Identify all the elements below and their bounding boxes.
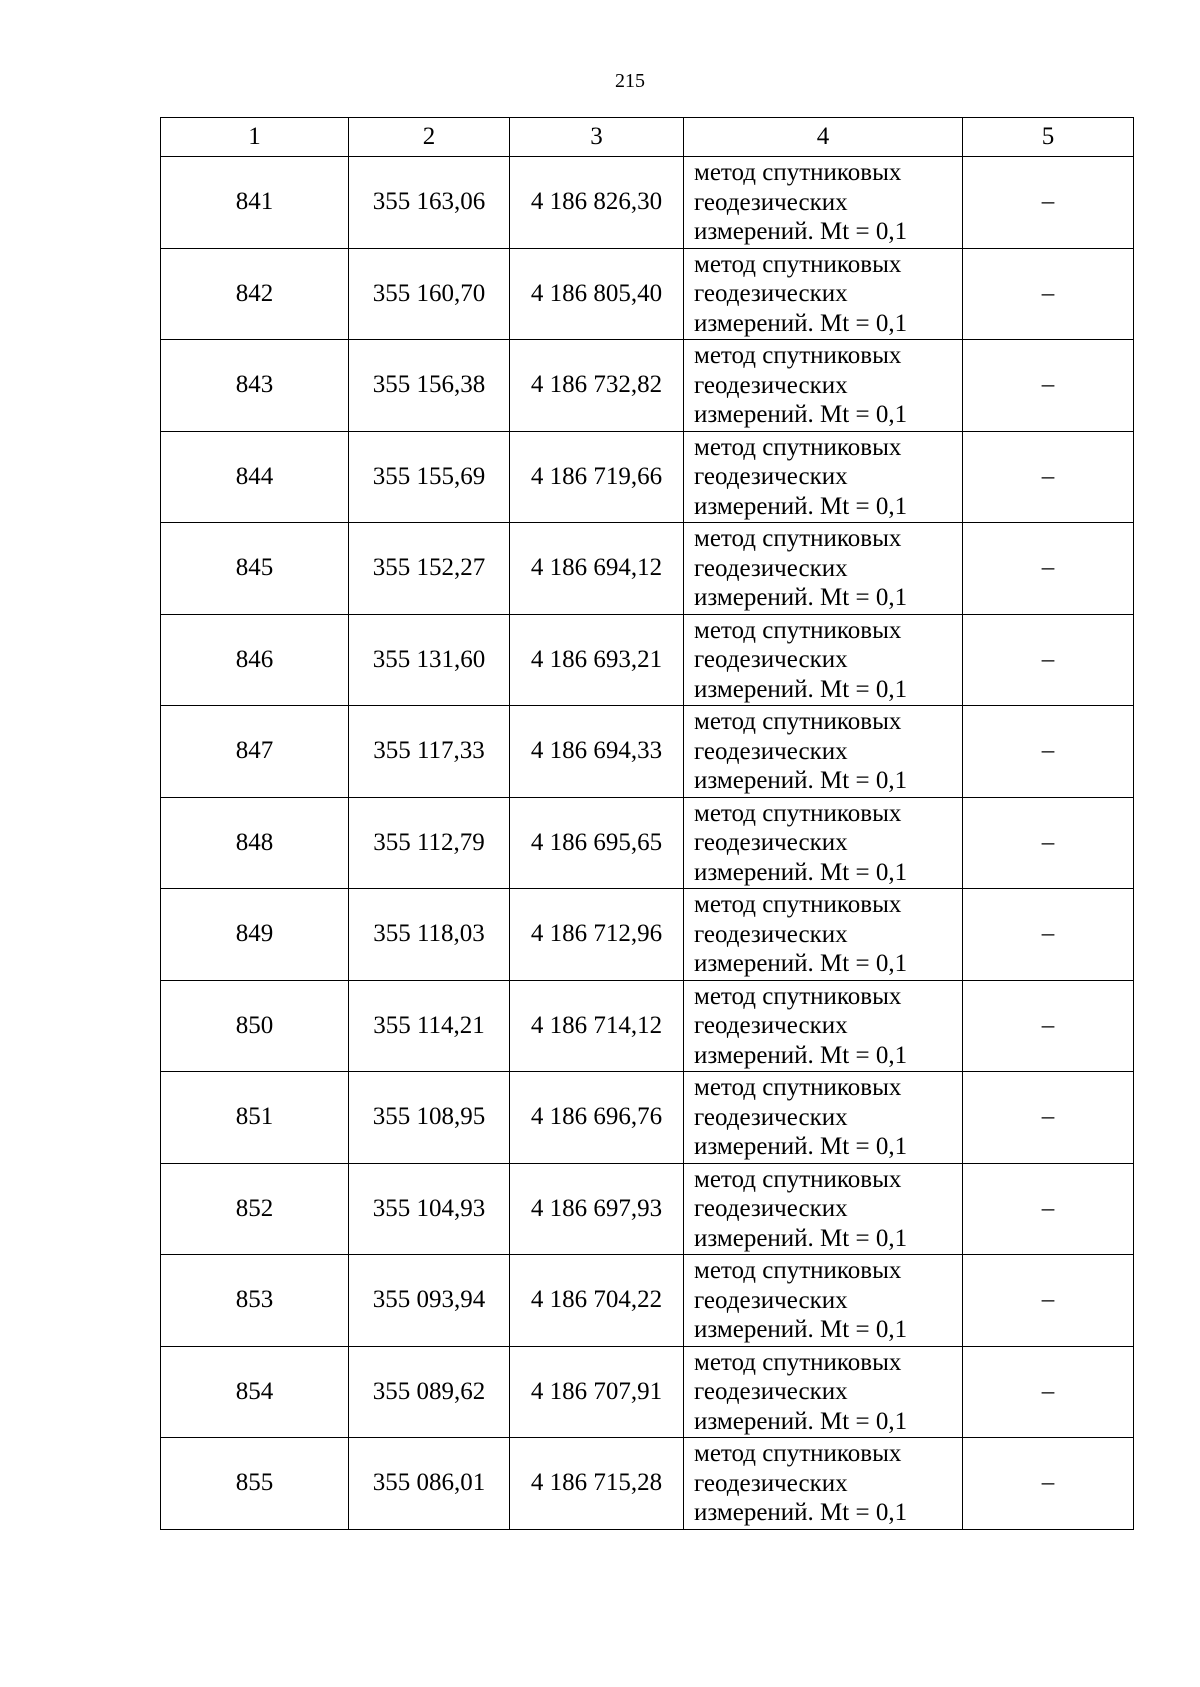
point-number-cell: 855 [161, 1438, 349, 1530]
coordinates-table [160, 117, 1134, 1530]
table-row [161, 248, 1134, 340]
point-number-cell: 846 [161, 614, 349, 706]
table-row [161, 980, 1134, 1072]
x-coordinate-cell: 355 086,01 [349, 1438, 510, 1530]
x-coordinate-cell: 355 156,38 [349, 340, 510, 432]
column-5-cell: – [963, 706, 1134, 798]
table-row [161, 523, 1134, 615]
method-line-3: измерений. Mt = 0,1 [694, 401, 908, 428]
y-coordinate-cell: 4 186 719,66 [510, 431, 684, 523]
table-row [161, 1072, 1134, 1164]
y-coordinate-cell: 4 186 704,22 [510, 1255, 684, 1347]
column-5-cell: – [963, 1163, 1134, 1255]
method-line-3: измерений. Mt = 0,1 [694, 309, 908, 337]
y-coordinate-cell: 4 186 714,12 [510, 980, 684, 1072]
point-number-cell: 853 [161, 1255, 349, 1347]
table-row [161, 431, 1134, 523]
method-cell [684, 1255, 963, 1347]
method-cell [684, 614, 963, 706]
method-cell [684, 1438, 963, 1530]
column-5-cell: – [963, 889, 1134, 981]
x-coordinate-cell: 355 112,79 [349, 797, 510, 889]
method-line-2: геодезических [694, 1195, 848, 1222]
table-header-row [161, 118, 1134, 157]
table-row [161, 1163, 1134, 1255]
method-line-3: измерений. Mt = 0,1 [694, 950, 908, 977]
y-coordinate-cell: 4 186 712,96 [510, 889, 684, 981]
column-5-cell: – [963, 248, 1134, 340]
method-line-3: измерений. Mt = 0,1 [694, 767, 908, 794]
method-line-3: измерений. Mt = 0,1 [694, 1407, 908, 1435]
y-coordinate-cell: 4 186 697,93 [510, 1163, 684, 1255]
table-row [161, 797, 1134, 889]
method-cell [684, 523, 963, 615]
x-coordinate-cell: 355 093,94 [349, 1255, 510, 1347]
method-line-1: метод спутниковых [694, 1165, 902, 1193]
x-coordinate-cell: 355 117,33 [349, 706, 510, 798]
table-row [161, 614, 1134, 706]
column-5-cell: – [963, 431, 1134, 523]
x-coordinate-cell: 355 163,06 [349, 157, 510, 249]
column-5-cell: – [963, 1346, 1134, 1438]
x-coordinate-cell: 355 160,70 [349, 248, 510, 340]
method-line-1: метод спутниковых [694, 1348, 902, 1376]
column-5-cell: – [963, 1255, 1134, 1347]
y-coordinate-cell: 4 186 826,30 [510, 157, 684, 249]
method-line-1: метод спутниковых [694, 433, 902, 461]
method-cell [684, 157, 963, 249]
column-5-cell: – [963, 980, 1134, 1072]
y-coordinate-cell: 4 186 693,21 [510, 614, 684, 706]
method-line-3: измерений. Mt = 0,1 [694, 858, 908, 886]
method-line-1: метод спутниковых [694, 982, 902, 1010]
page-number: 215 [615, 70, 645, 92]
x-coordinate-cell: 355 155,69 [349, 431, 510, 523]
method-cell [684, 1163, 963, 1255]
x-coordinate-cell: 355 152,27 [349, 523, 510, 615]
method-line-2: геодезических [694, 646, 848, 673]
column-header-3: 3 [510, 118, 684, 157]
method-line-1: метод спутниковых [694, 342, 902, 369]
y-coordinate-cell: 4 186 805,40 [510, 248, 684, 340]
method-cell [684, 797, 963, 889]
method-cell [684, 340, 963, 432]
column-5-cell: – [963, 614, 1134, 706]
method-line-3: измерений. Mt = 0,1 [694, 1316, 908, 1343]
method-line-1: метод спутниковых [694, 616, 902, 644]
method-line-1: метод спутниковых [694, 159, 902, 186]
table-row [161, 706, 1134, 798]
point-number-cell: 841 [161, 157, 349, 249]
table-body [161, 157, 1134, 1530]
x-coordinate-cell: 355 104,93 [349, 1163, 510, 1255]
method-line-1: метод спутниковых [694, 891, 902, 918]
x-coordinate-cell: 355 131,60 [349, 614, 510, 706]
table-row [161, 340, 1134, 432]
y-coordinate-cell: 4 186 707,91 [510, 1346, 684, 1438]
method-line-1: метод спутниковых [694, 708, 902, 735]
method-line-3: измерений. Mt = 0,1 [694, 1041, 908, 1069]
method-line-3: измерений. Mt = 0,1 [694, 675, 908, 703]
method-cell [684, 1072, 963, 1164]
y-coordinate-cell: 4 186 694,12 [510, 523, 684, 615]
method-cell [684, 431, 963, 523]
method-line-3: измерений. Mt = 0,1 [694, 492, 908, 520]
method-cell [684, 1346, 963, 1438]
table-row [161, 889, 1134, 981]
method-line-2: геодезических [694, 1378, 848, 1405]
method-line-1: метод спутниковых [694, 525, 902, 552]
method-line-2: геодезических [694, 920, 848, 948]
column-5-cell: – [963, 1072, 1134, 1164]
method-line-3: измерений. Mt = 0,1 [694, 1133, 908, 1160]
column-5-cell: – [963, 157, 1134, 249]
table-row [161, 1255, 1134, 1347]
point-number-cell: 844 [161, 431, 349, 523]
method-line-2: геодезических [694, 1469, 848, 1497]
y-coordinate-cell: 4 186 694,33 [510, 706, 684, 798]
method-line-1: метод спутниковых [694, 1440, 902, 1467]
column-5-cell: – [963, 1438, 1134, 1530]
point-number-cell: 848 [161, 797, 349, 889]
method-cell [684, 706, 963, 798]
point-number-cell: 854 [161, 1346, 349, 1438]
x-coordinate-cell: 355 118,03 [349, 889, 510, 981]
x-coordinate-cell: 355 108,95 [349, 1072, 510, 1164]
y-coordinate-cell: 4 186 715,28 [510, 1438, 684, 1530]
x-coordinate-cell: 355 114,21 [349, 980, 510, 1072]
table-row [161, 1346, 1134, 1438]
method-line-3: измерений. Mt = 0,1 [694, 1499, 908, 1526]
column-5-cell: – [963, 340, 1134, 432]
point-number-cell: 842 [161, 248, 349, 340]
method-line-2: геодезических [694, 463, 848, 490]
method-line-1: метод спутниковых [694, 1074, 902, 1101]
method-line-2: геодезических [694, 371, 848, 399]
point-number-cell: 843 [161, 340, 349, 432]
method-line-1: метод спутниковых [694, 799, 902, 827]
method-line-2: геодезических [694, 829, 848, 856]
column-5-cell: – [963, 523, 1134, 615]
point-number-cell: 852 [161, 1163, 349, 1255]
method-cell [684, 980, 963, 1072]
table-row [161, 157, 1134, 249]
column-header-4: 4 [684, 118, 963, 157]
method-line-3: измерений. Mt = 0,1 [694, 218, 908, 245]
point-number-cell: 849 [161, 889, 349, 981]
method-cell [684, 248, 963, 340]
y-coordinate-cell: 4 186 696,76 [510, 1072, 684, 1164]
y-coordinate-cell: 4 186 695,65 [510, 797, 684, 889]
point-number-cell: 845 [161, 523, 349, 615]
method-line-2: геодезических [694, 554, 848, 582]
table-row [161, 1438, 1134, 1530]
method-line-1: метод спутниковых [694, 250, 902, 278]
method-line-3: измерений. Mt = 0,1 [694, 584, 908, 611]
x-coordinate-cell: 355 089,62 [349, 1346, 510, 1438]
method-cell [684, 889, 963, 981]
column-header-5: 5 [963, 118, 1134, 157]
column-header-1: 1 [161, 118, 349, 157]
method-line-2: геодезических [694, 1286, 848, 1314]
point-number-cell: 851 [161, 1072, 349, 1164]
y-coordinate-cell: 4 186 732,82 [510, 340, 684, 432]
point-number-cell: 847 [161, 706, 349, 798]
column-5-cell: – [963, 797, 1134, 889]
method-line-2: геодезических [694, 1103, 848, 1131]
method-line-3: измерений. Mt = 0,1 [694, 1224, 908, 1252]
column-header-2: 2 [349, 118, 510, 157]
method-line-2: геодезических [694, 280, 848, 307]
point-number-cell: 850 [161, 980, 349, 1072]
method-line-2: геодезических [694, 1012, 848, 1039]
method-line-2: геодезических [694, 737, 848, 765]
method-line-1: метод спутниковых [694, 1257, 902, 1284]
method-line-2: геодезических [694, 188, 848, 216]
